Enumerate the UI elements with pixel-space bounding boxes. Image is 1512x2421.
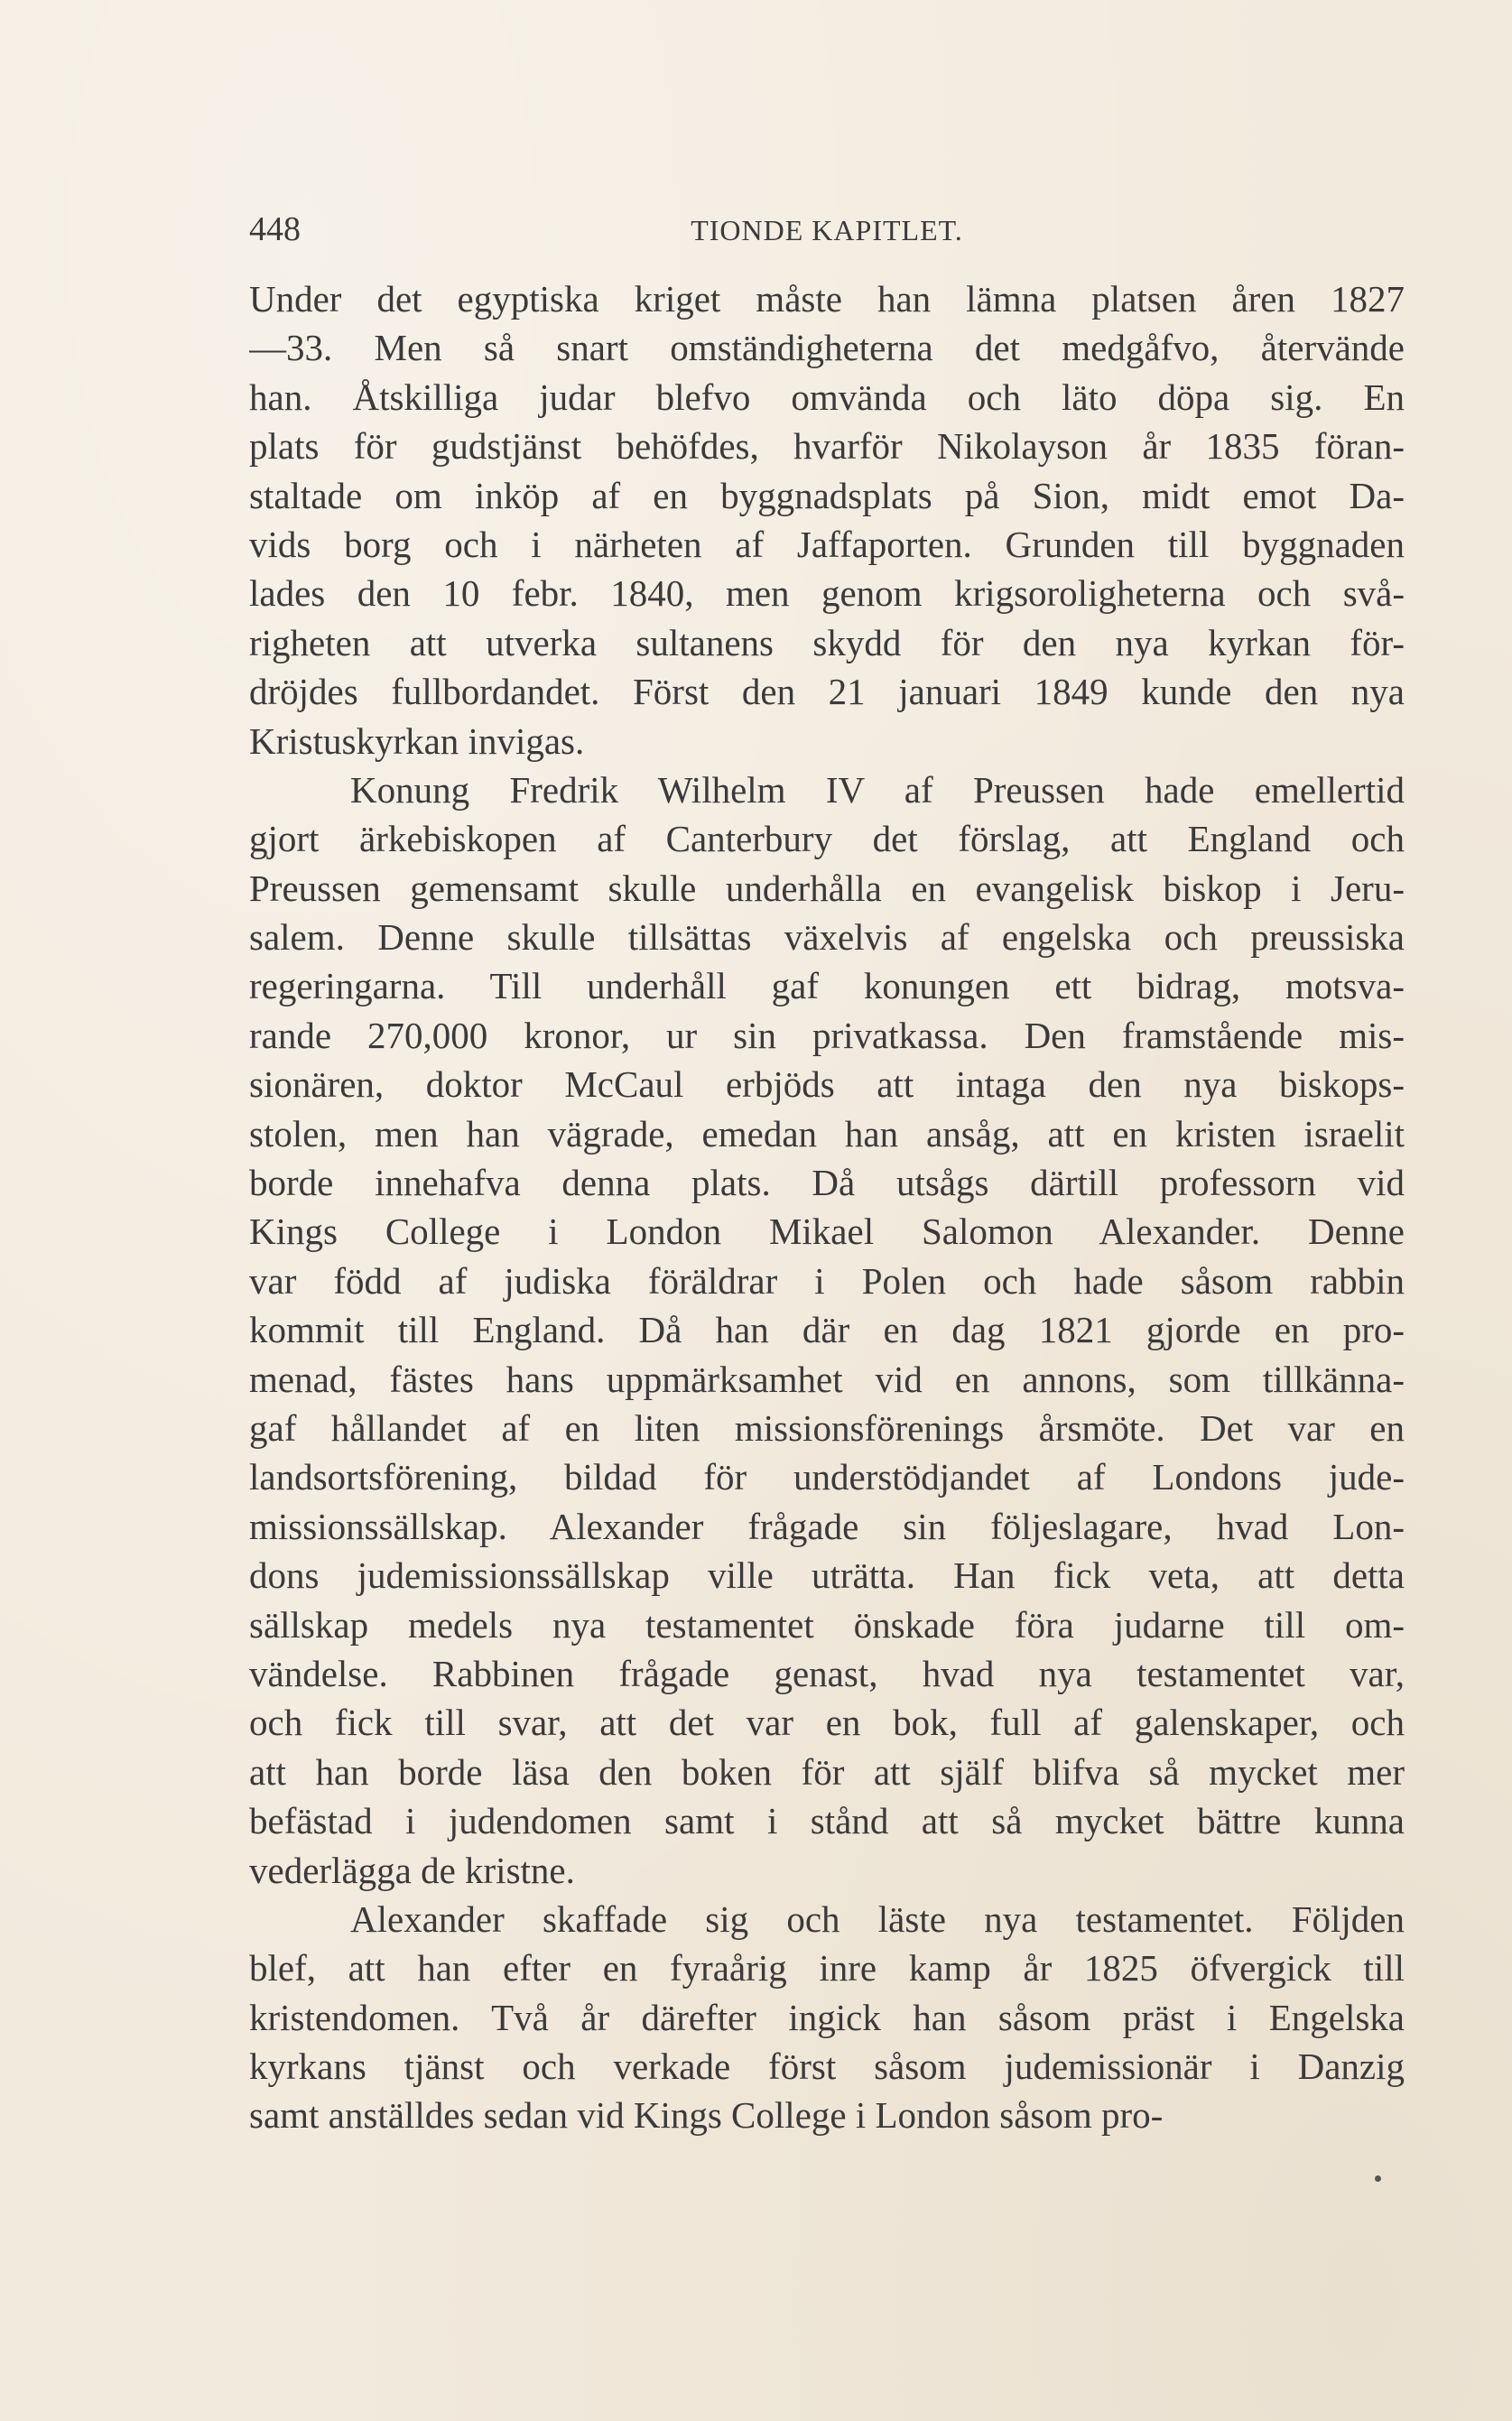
text-line: righeten att utverka sultanens skydd för den nya kyrkan för- xyxy=(249,621,1405,663)
text-line: staltade om inköp af en byggnadsplats på Sion, midt emot Da- xyxy=(249,474,1405,516)
text-line: borde innehafva denna plats. Då utsågs därtill professorn vid xyxy=(249,1162,1405,1204)
text-line: gjort ärkebiskopen af Canterbury det förslag, att England och xyxy=(249,818,1405,860)
text-line: dröjdes fullbordandet. Först den 21 januari 1849 kunde den nya xyxy=(249,671,1405,713)
text-line: lades den 10 febr. 1840, men genom krigsoroligheterna och svå- xyxy=(249,572,1405,615)
page-number: 448 xyxy=(249,210,301,248)
text-line: befästad i judendomen samt i stånd att så mycket bättre kunna xyxy=(249,1800,1405,1842)
text-line: Alexander skaffade sig och läste nya testamentet. Följden xyxy=(350,1897,1405,1940)
text-line: Konung Fredrik Wilhelm IV af Preussen hade emellertid xyxy=(350,768,1405,811)
text-line: rande 270,000 kronor, ur sin privatkassa. Den framstående mis- xyxy=(249,1014,1405,1056)
text-line: Kristuskyrkan invigas. xyxy=(249,719,585,762)
text-line: att han borde läsa den boken för att själf blifva så mycket mer xyxy=(249,1750,1405,1793)
text-line: samt anställdes sedan vid Kings College i London såsom pro- xyxy=(249,2094,1164,2137)
paragraph xyxy=(249,1895,1405,2140)
text-line: missionssällskap. Alexander frågade sin följeslagare, hvad Lon- xyxy=(249,1505,1405,1547)
text-line: dons judemissionssällskap ville uträtta. Han fick veta, att detta xyxy=(249,1554,1405,1597)
text-line: —33. Men så snart omständigheterna det medgåfvo, återvände xyxy=(249,327,1405,369)
text-line: vederlägga de kristne. xyxy=(249,1849,575,1891)
paragraph xyxy=(249,765,1405,1895)
text-line: kommit till England. Då han där en dag 1821 gjorde en pro- xyxy=(249,1309,1405,1351)
text-line: menad, fästes hans uppmärksamhet vid en annons, som tillkänna- xyxy=(249,1358,1405,1400)
text-line: vids borg och i närheten af Jaffaporten. Grunden till byggnaden xyxy=(249,523,1405,565)
text-line: stolen, men han vägrade, emedan han ansåg, att en kristen israelit xyxy=(249,1112,1405,1155)
text-line: kyrkans tjänst och verkade först såsom judemissionär i Danzig xyxy=(249,2045,1405,2088)
text-line: landsortsförening, bildad för understödjandet af Londons jude- xyxy=(249,1456,1405,1498)
text-line: Under det egyptiska kriget måste han lämna platsen åren 1827 xyxy=(249,278,1405,320)
text-line: blef, att han efter en fyraårig inre kamp år 1825 öfvergick till xyxy=(249,1947,1405,1990)
running-head: TIONDE KAPITLET. xyxy=(691,214,963,246)
text-line: gaf hållandet af en liten missionsförenings årsmöte. Det var en xyxy=(249,1406,1405,1449)
text-line: vändelse. Rabbinen frågade genast, hvad nya testamentet var, xyxy=(249,1652,1405,1694)
page-header xyxy=(249,209,1405,264)
text-line: var född af judiska föräldrar i Polen och hade såsom rabbin xyxy=(249,1259,1405,1302)
text-line: kristendomen. Två år därefter ingick han såsom präst i Engelska xyxy=(249,1996,1405,2038)
text-line: Preussen gemensamt skulle underhålla en evangelisk biskop i Jeru- xyxy=(249,867,1405,909)
body-text xyxy=(249,274,1405,2140)
ink-speck xyxy=(1375,2175,1381,2182)
text-line: plats för gudstjänst behöfdes, hvarför Nikolayson år 1835 föran- xyxy=(249,425,1405,468)
text-line: regeringarna. Till underhåll gaf konungen ett bidrag, motsva- xyxy=(249,965,1405,1007)
text-line: salem. Denne skulle tillsättas växelvis af engelska och preussiska xyxy=(249,916,1405,959)
text-block xyxy=(249,209,1405,2140)
text-line: Kings College i London Mikael Salomon Alexander. Denne xyxy=(249,1210,1405,1253)
text-line: han. Åtskilliga judar blefvo omvända och läto döpa sig. En xyxy=(249,376,1405,418)
text-line: och fick till svar, att det var en bok, full af galenskaper, och xyxy=(249,1702,1405,1744)
text-line: sällskap medels nya testamentet önskade föra judarne till om- xyxy=(249,1603,1405,1646)
text-line: sionären, doktor McCaul erbjöds att intaga den nya biskops- xyxy=(249,1063,1405,1106)
paragraph xyxy=(249,274,1405,765)
